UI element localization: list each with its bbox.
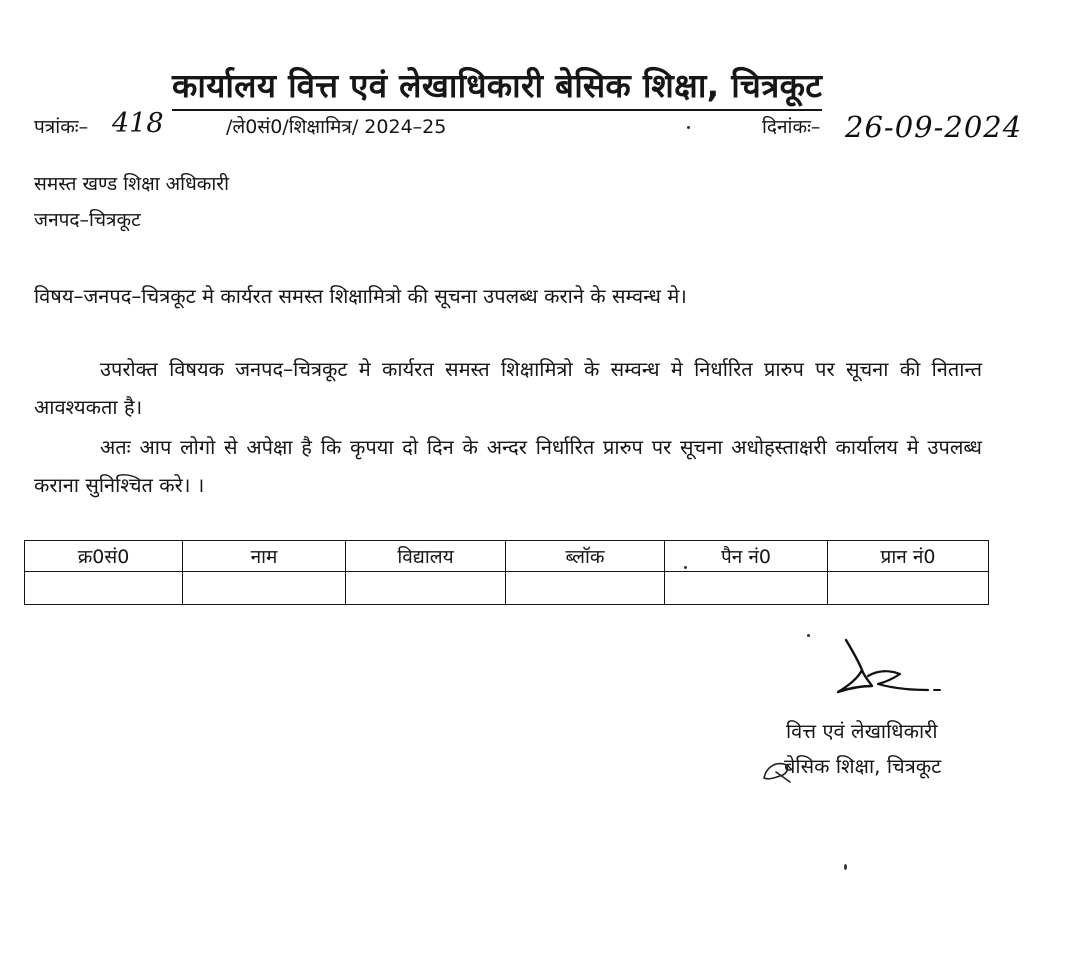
table-header-pran: प्रान नं0: [828, 541, 989, 572]
signatory-designation: वित्त एवं लेखाधिकारी: [786, 719, 938, 743]
signatory-office: बेसिक शिक्षा, चित्रकूट: [784, 754, 942, 778]
reference-code: /ले0सं0/शिक्षामित्र/ 2024–25: [226, 116, 447, 138]
addressee-line-1: समस्त खण्ड शिक्षा अधिकारी: [34, 173, 229, 195]
scan-speck: [807, 634, 810, 637]
table-cell: [25, 572, 183, 605]
table-header-row: [25, 541, 989, 572]
table-row: [25, 572, 989, 605]
office-title: कार्यालय वित्त एवं लेखाधिकारी बेसिक शिक्षा, चित्रकूट: [172, 62, 822, 111]
scan-speck: [684, 566, 687, 569]
scan-speck: [687, 126, 690, 129]
scan-speck: [844, 864, 847, 870]
addressee-line-2: जनपद–चित्रकूट: [34, 209, 141, 231]
table-cell: [183, 572, 346, 605]
table-header-serial: क्र0सं0: [25, 541, 183, 572]
signature-icon: [828, 636, 948, 706]
reference-label: पत्रांकः–: [34, 116, 89, 138]
table-cell: [506, 572, 665, 605]
body-paragraph-1: उपरोक्त विषयक जनपद–चित्रकूट मे कार्यरत समस्त शिक्षामित्रो के सम्वन्ध मे निर्धारित प्रारुप पर सूचना की नितान्त आवश्यकता है।: [34, 357, 982, 419]
table-cell: [828, 572, 989, 605]
reference-number: 418: [112, 108, 164, 139]
body-paragraph-2: अतः आप लोगो से अपेक्षा है कि कृपया दो दिन के अन्दर निर्धारित प्रारुप पर सूचना अधोहस्ताक्षरी कार्यालय मे उपलब्ध कराना सुनिश्चित करे। ।: [34, 435, 982, 497]
subject-line: विषय–जनपद–चित्रकूट मे कार्यरत समस्त शिक्षामित्रो की सूचना उपलब्ध कराने के सम्वन्ध मे।: [34, 284, 687, 308]
information-table: [24, 540, 989, 605]
date-value: 26-09-2024: [845, 110, 1023, 144]
table-cell: [346, 572, 506, 605]
table-header-school: विद्यालय: [346, 541, 506, 572]
table-header-pan: पैन नं0: [665, 541, 828, 572]
table-header-name: नाम: [183, 541, 346, 572]
date-label: दिनांकः–: [762, 116, 821, 138]
table-cell: [665, 572, 828, 605]
table-header-block: ब्लॉक: [506, 541, 665, 572]
